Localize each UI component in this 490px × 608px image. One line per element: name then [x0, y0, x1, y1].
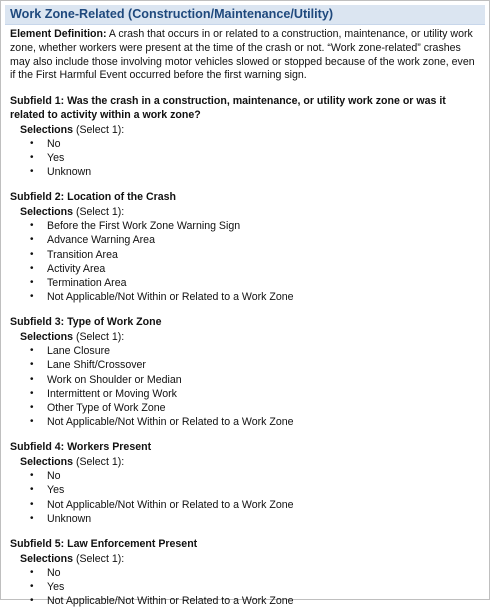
list-item — [10, 344, 481, 358]
list-item — [10, 137, 481, 151]
selections-word: Selections — [20, 456, 73, 469]
option-text: Intermittent or Moving Work — [47, 387, 177, 400]
option-text: Not Applicable/Not Within or Related to a Work Zone — [47, 416, 294, 429]
list-item — [10, 276, 481, 290]
subfield-1 — [10, 95, 481, 179]
subfield-5 — [10, 538, 481, 608]
bullet-icon: • — [30, 277, 34, 288]
list-item — [10, 373, 481, 387]
selections-note: (Select 1): — [73, 552, 125, 565]
list-item — [10, 219, 481, 233]
bullet-icon: • — [30, 345, 34, 357]
selections-label — [20, 552, 481, 566]
list-item — [10, 498, 481, 512]
bullet-icon: • — [30, 595, 34, 607]
options-list — [10, 137, 481, 180]
subfield-4 — [10, 441, 481, 526]
bullet-icon: • — [30, 373, 34, 385]
selections-word: Selections — [20, 123, 73, 136]
option-text: Unknown — [47, 166, 92, 179]
option-text: Advance Warning Area — [47, 234, 155, 247]
subfield-2 — [10, 191, 481, 304]
options-list — [10, 344, 481, 429]
element-definition — [10, 28, 481, 83]
option-text: Yes — [47, 484, 65, 497]
list-item — [10, 165, 481, 179]
bullet-icon: • — [30, 470, 34, 482]
bullet-icon: • — [30, 166, 34, 178]
subfield-title: Subfield 1: Was the crash in a construction, maintenance, or utility work zone or was it related to activity within a work zone? — [10, 95, 446, 121]
selections-note: (Select 1): — [73, 123, 125, 136]
list-item — [10, 415, 481, 429]
option-text: No — [47, 566, 61, 579]
section-title: Work Zone-Related (Construction/Maintenance/Utility) — [5, 5, 485, 25]
subfield-title: Subfield 3: Type of Work Zone — [10, 316, 162, 329]
list-item — [10, 594, 481, 608]
bullet-icon: • — [30, 137, 34, 149]
bullet-icon: • — [30, 581, 34, 593]
bullet-icon: • — [30, 416, 34, 428]
list-item — [10, 262, 481, 276]
option-text: Yes — [47, 581, 65, 594]
option-text: No — [47, 137, 61, 150]
options-list — [10, 219, 481, 304]
option-text: Other Type of Work Zone — [47, 402, 166, 415]
definition-label: Element Definition: — [10, 28, 107, 40]
bullet-icon: • — [30, 498, 34, 510]
options-list — [10, 566, 481, 608]
list-item — [10, 483, 481, 497]
bullet-icon: • — [30, 151, 34, 163]
option-text: Termination Area — [47, 277, 127, 289]
bullet-icon: • — [30, 402, 34, 414]
bullet-icon: • — [30, 262, 34, 274]
selections-note: (Select 1): — [73, 456, 125, 469]
option-text: No — [47, 470, 61, 483]
bullet-icon: • — [30, 248, 34, 260]
list-item — [10, 358, 481, 372]
list-item — [10, 512, 481, 526]
option-text: Activity Area — [47, 262, 106, 275]
selections-word: Selections — [20, 331, 73, 344]
subfield-3 — [10, 316, 481, 429]
subfield-title: Subfield 4: Workers Present — [10, 441, 152, 454]
bullet-icon: • — [30, 566, 34, 578]
subfields-list — [1, 95, 489, 608]
option-text: Transition Area — [47, 248, 118, 261]
list-item — [10, 401, 481, 415]
selections-note: (Select 1): — [73, 331, 125, 344]
list-item — [10, 566, 481, 580]
list-item — [10, 290, 481, 304]
option-text: Unknown — [47, 512, 92, 525]
bullet-icon: • — [30, 512, 34, 524]
bullet-icon: • — [30, 484, 34, 496]
definition-text: A crash that occurs in or related to a construction, maintenance, or utility work zone, whether workers were present at the time of the crash or not. “Work zone-related” crashes may also include those involving motor vehicles slowed or stopped because of the work zone, even if the First Harmful Event occurred before the first warning sign. — [10, 28, 475, 82]
selections-label — [20, 123, 481, 137]
bullet-icon: • — [30, 359, 34, 371]
bullet-icon: • — [30, 220, 34, 232]
option-text: Not Applicable/Not Within or Related to a Work Zone — [47, 291, 294, 304]
selections-label — [20, 455, 481, 469]
options-list — [10, 469, 481, 526]
subfield-title: Subfield 2: Location of the Crash — [10, 191, 176, 204]
option-text: Not Applicable/Not Within or Related to a Work Zone — [47, 595, 294, 608]
selections-label — [20, 205, 481, 219]
option-text: Lane Closure — [47, 345, 111, 358]
selections-note: (Select 1): — [73, 206, 125, 219]
option-text: Work on Shoulder or Median — [47, 373, 182, 386]
subfield-title: Subfield 5: Law Enforcement Present — [10, 538, 198, 551]
option-text: Not Applicable/Not Within or Related to a Work Zone — [47, 498, 294, 511]
list-item — [10, 233, 481, 247]
list-item — [10, 151, 481, 165]
selections-label — [20, 330, 481, 344]
list-item — [10, 387, 481, 401]
list-item — [10, 248, 481, 262]
option-text: Before the First Work Zone Warning Sign — [47, 220, 241, 233]
bullet-icon: • — [30, 291, 34, 303]
bullet-icon: • — [30, 387, 34, 399]
option-text: Lane Shift/Crossover — [47, 359, 146, 372]
list-item — [10, 469, 481, 483]
list-item — [10, 580, 481, 594]
selections-word: Selections — [20, 552, 73, 565]
option-text: Yes — [47, 151, 65, 164]
selections-word: Selections — [20, 206, 73, 219]
bullet-icon: • — [30, 234, 34, 246]
